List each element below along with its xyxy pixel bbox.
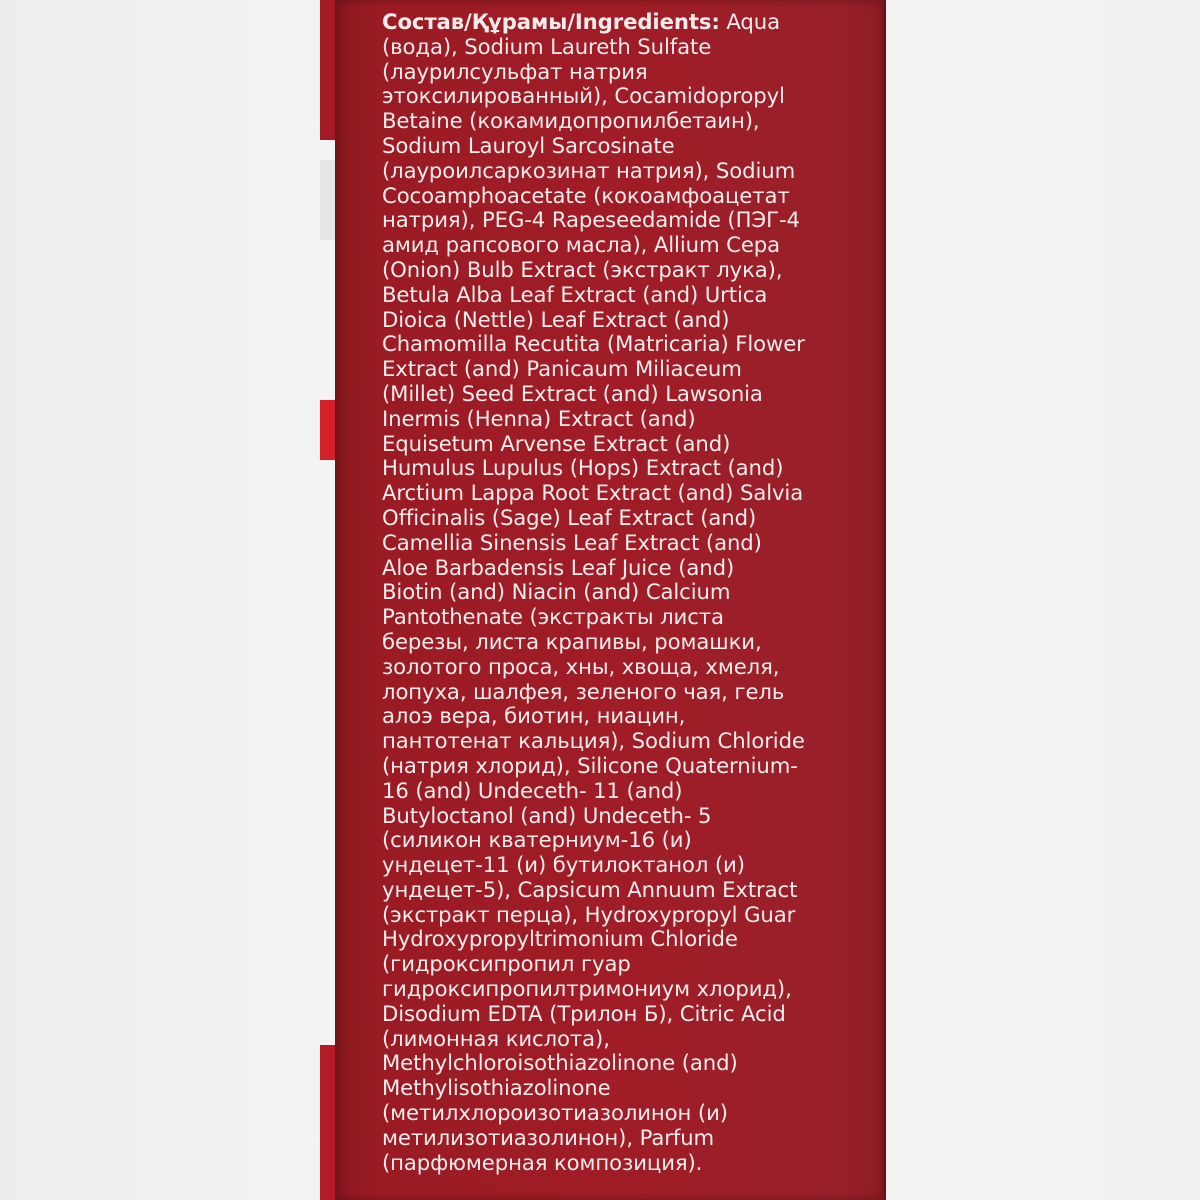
ingredients-line: Chamomilla Recutita (Matricaria) Flower bbox=[382, 331, 805, 357]
ingredients-line: Cocoamphoacetate (кокоамфоацетат bbox=[382, 182, 790, 208]
ingredients-line: Aloe Barbadensis Leaf Juice (and) bbox=[382, 554, 735, 580]
ingredients-line: Aqua bbox=[719, 9, 780, 34]
ingredients-line: Methylchloroisothiazolinone (and) bbox=[382, 1050, 738, 1076]
ingredients-line: Sodium Lauroyl Sarcosinate bbox=[382, 132, 675, 158]
ingredients-line: (Millet) Seed Extract (and) Lawsonia bbox=[382, 380, 763, 406]
ingredients-line: (лаурилсульфат натрия bbox=[382, 58, 648, 84]
ingredients-line: ундецет-5), Capsicum Annuum Extract bbox=[382, 876, 798, 902]
ingredients-line: (лауроилсаркозинат натрия), Sodium bbox=[382, 157, 796, 183]
box-side-background bbox=[0, 0, 340, 1200]
ingredients-line: Methylisothiazolinone bbox=[382, 1075, 611, 1101]
ingredients-line: золотого проса, хны, хвоща, хмеля, bbox=[382, 653, 780, 679]
ingredients-line: пантотенат кальция), Sodium Chloride bbox=[382, 728, 805, 754]
ingredients-line: ундецет-11 (и) бутилоктанол (и) bbox=[382, 852, 745, 878]
ingredients-line: (лимонная кислота), bbox=[382, 1025, 610, 1051]
ingredients-line: Pantothenate (экстракты листа bbox=[382, 604, 724, 630]
ingredients-line: лопуха, шалфея, зеленого чая, гель bbox=[382, 678, 785, 704]
ingredients-line: Betaine (кокамидопропилбетаин), bbox=[382, 108, 760, 134]
ingredients-line: Biotin (and) Niacin (and) Calcium bbox=[382, 579, 731, 605]
ingredients-line: Equisetum Arvense Extract (and) bbox=[382, 430, 731, 456]
ingredients-line: натрия), PEG-4 Rapeseedamide (ПЭГ-4 bbox=[382, 207, 800, 233]
ingredients-line: Camellia Sinensis Leaf Extract (and) bbox=[382, 529, 762, 555]
ingredients-line: (силикон кватерниум-16 (и) bbox=[382, 827, 692, 853]
ingredients-line: этоксилированный), Cocamidopropyl bbox=[382, 83, 785, 109]
ingredients-line: Butyloctanol (and) Undeceth- 5 bbox=[382, 802, 712, 828]
ingredients-line: Dioica (Nettle) Leaf Extract (and) bbox=[382, 306, 730, 332]
ingredients-heading: Состав/Құрамы/Ingredients: bbox=[382, 9, 720, 34]
ingredients-line: Officinalis (Sage) Leaf Extract (and) bbox=[382, 504, 757, 530]
ingredients-line: Arctium Lappa Root Extract (and) Salvia bbox=[382, 480, 804, 506]
ingredients-line: Betula Alba Leaf Extract (and) Urtica bbox=[382, 281, 768, 307]
ingredients-line: (парфюмерная композиция). bbox=[382, 1149, 703, 1175]
ingredients-line: метилизотиазолинон), Parfum bbox=[382, 1124, 715, 1150]
ingredients-line: (натрия хлорид), Silicone Quaternium- bbox=[382, 752, 798, 778]
ingredients-line: Extract (and) Panicaum Miliaceum bbox=[382, 356, 742, 382]
ingredients-first-line bbox=[382, 10, 852, 35]
ingredients-text bbox=[382, 10, 852, 1175]
ingredients-line: Inermis (Henna) Extract (and) bbox=[382, 405, 696, 431]
ingredients-line: (метилхлороизотиазолинон (и) bbox=[382, 1100, 728, 1126]
ingredients-line: Humulus Lupulus (Hops) Extract (and) bbox=[382, 455, 784, 481]
ingredients-line: Disodium EDTA (Трилон Б), Citric Acid bbox=[382, 1000, 786, 1026]
ingredients-line: 16 (and) Undeceth- 11 (and) bbox=[382, 777, 683, 803]
ingredients-line: (гидроксипропил гуар bbox=[382, 951, 631, 977]
panel-edge bbox=[883, 0, 886, 1200]
ingredients-line: (экстракт перца), Hydroxypropyl Guar bbox=[382, 901, 796, 927]
ingredients-line: алоэ вера, биотин, ниацин, bbox=[382, 703, 686, 729]
ingredients-line: гидроксипропилтримониум хлорид), bbox=[382, 976, 792, 1002]
ingredients-line: (Onion) Bulb Extract (экстракт лука), bbox=[382, 256, 783, 282]
ingredients-line: (вода), Sodium Laureth Sulfate bbox=[382, 33, 712, 59]
ingredients-line: березы, листа крапивы, ромашки, bbox=[382, 628, 762, 654]
ingredients-line: амид рапсового масла), Allium Cepa bbox=[382, 232, 780, 258]
ingredients-line: Hydroxypropyltrimonium Chloride bbox=[382, 926, 738, 952]
